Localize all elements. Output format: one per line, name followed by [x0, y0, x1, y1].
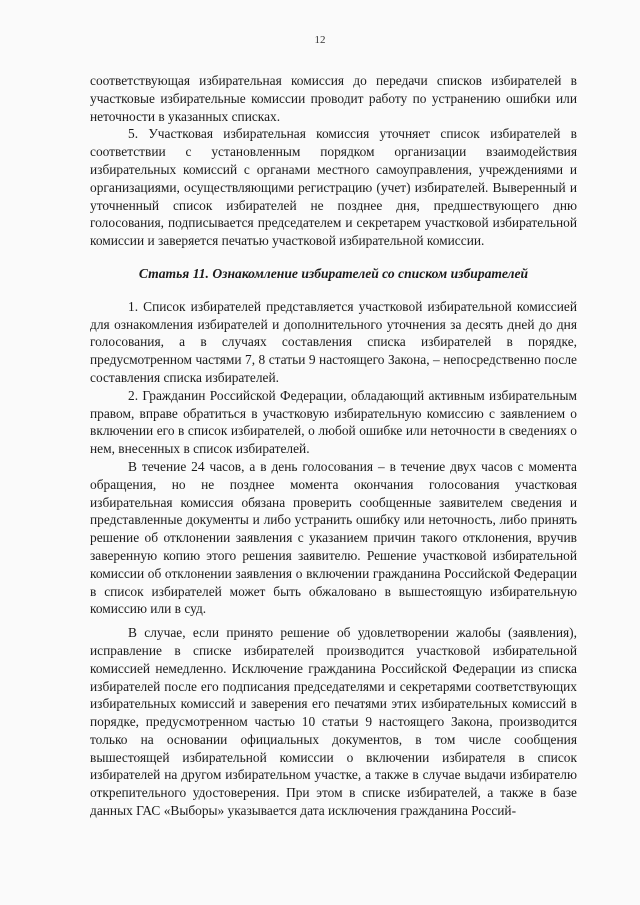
paragraph-item-1: 1. Список избирателей представляется участковой избирательной комиссией для ознакомления избирателей и дополнительного уточнения за десять дней до дня голосования, а в случаях составления списка избирателей в порядке, предусмотренном частями 7, 8 статьи 9 настоящего Закона, – непосредственно после составления списка избирателей.	[90, 298, 577, 385]
paragraph-complaint: В случае, если принято решение об удовлетворении жалобы (заявления), исправление в списке избирателей производится участковой избирательной комиссией немедленно. Исключение гражданина Российской Федерации из списка избирателей после его подписания председателями и секретарями соответствующих избирательных комиссий и заверения его печатями этих избирательных комиссий в порядке, предусмотренном частью 10 статьи 9 настоящего Закона, производится только на основании официальных документов, в том числе сообщения вышестоящей избирательной комиссии о включении избирателя в список избирателей на другом избирательном участке, а также в случае выдачи избирателю открепительного удостоверения. При этом в списке избирателей, а также в базе данных ГАС «Выборы» указывается дата исключения гражданина Россий-	[90, 625, 577, 819]
paragraph-item-2: 2. Гражданин Российской Федерации, обладающий активным избирательным правом, вправе обратиться в участковую избирательную комиссию с заявлением о включении его в список избирателей, о любой ошибке или неточности в сведениях о нем, внесенных в список избирателей.	[90, 387, 577, 457]
paragraph-item-5: 5. Участковая избирательная комиссия уточняет список избирателей в соответствии с установленным порядком организации взаимодействия избирательных комиссий с органами местного самоуправления, учреждениями и организациями, осуществляющими регистрацию (учет) избирателей. Выверенный и уточненный список избирателей не позднее дня, предшествующего дню голосования, подписывается председателем и секретарем участковой избирательной комиссии и заверяется печатью участковой избирательной комиссии.	[90, 126, 577, 249]
article-heading: Статья 11. Ознакомление избирателей со списком избирателей	[138, 265, 529, 281]
document-body	[90, 72, 577, 820]
paragraph-24-hours: В течение 24 часов, а в день голосования – в течение двух часов с момента обращения, но не позднее момента окончания голосования участковая избирательная комиссия обязана проверить сообщенные заявителем сведения и представленные документы и либо устранить ошибку или неточность, либо принять решение об отклонении заявления с указанием причин такого отклонения, вручив заверенную копию этого решения заявителю. Решение участковой избирательной комиссии об отклонении заявления о включении гражданина Российской Федерации в список избирателей может быть обжаловано в вышестоящую избирательную комиссию или в суд.	[90, 458, 577, 617]
paragraph-continuation: соответствующая избирательная комиссия до передачи списков избирателей в участковые избирательные комиссии проводит работу по устранению ошибки или неточности в указанных списках.	[90, 73, 577, 124]
page-number: 12	[314, 34, 326, 46]
